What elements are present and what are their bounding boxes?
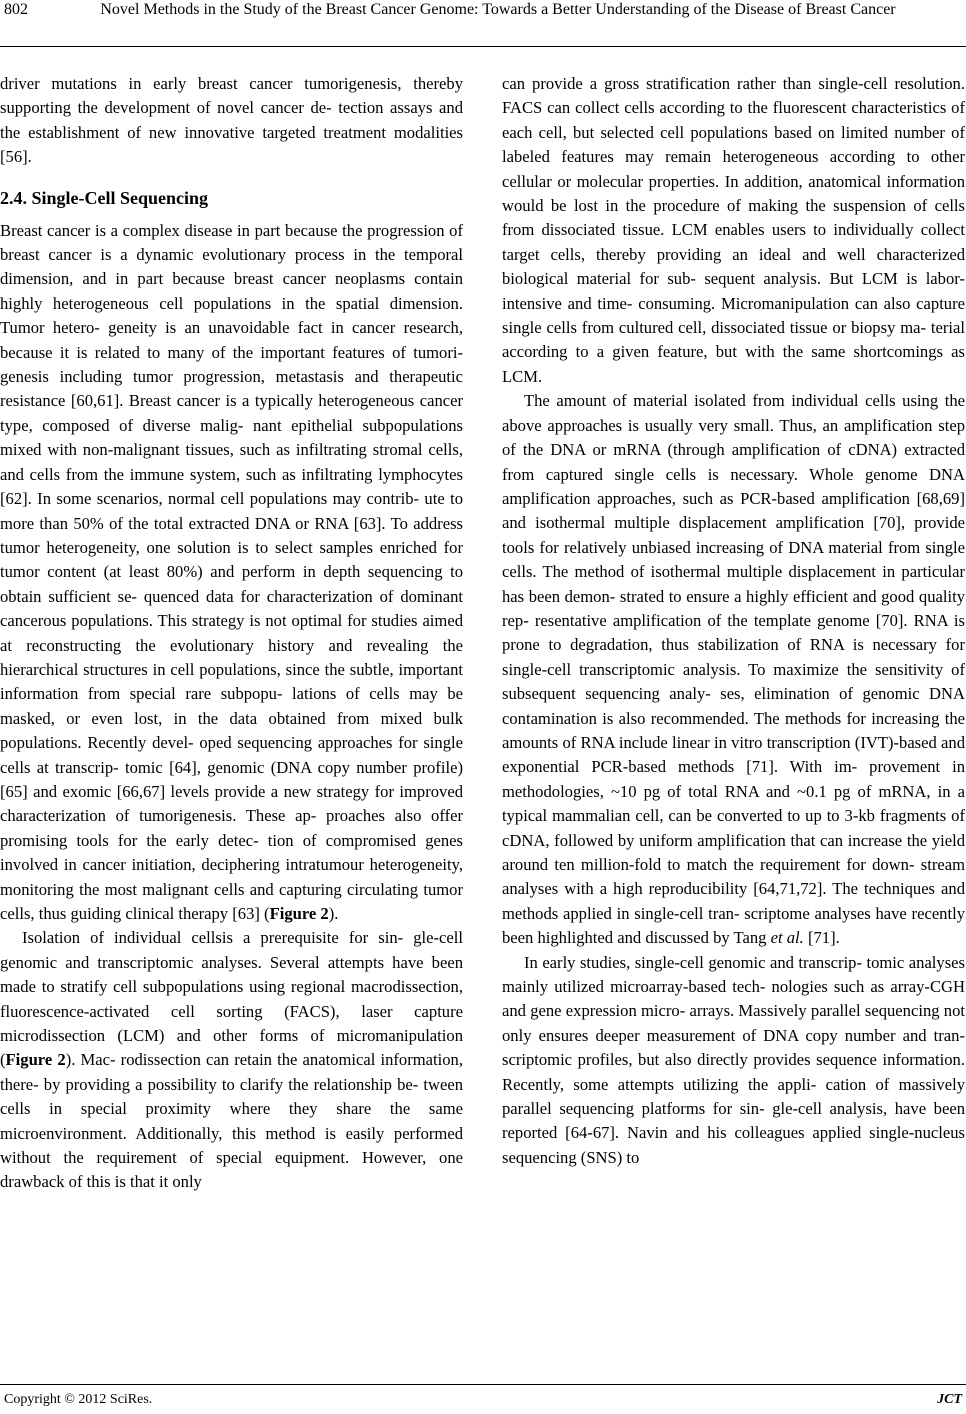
paragraph-tumor-heterogeneity: [0, 219, 463, 927]
paragraph-cell-isolation: [0, 926, 463, 1194]
running-title: Novel Methods in the Study of the Breast Cancer Genome: Towards a Better Understanding of the Disease of Breast Cancer: [100, 1, 896, 18]
paragraph-sequencing: In early studies, single-cell genomic and transcrip- tomic analyses mainly utilized microarray-based tech- nologies such as array-CGH and gene expression micro- arrays. Massively parallel sequencing not only ensures deeper measurement of DNA copy number and tran- scriptomic profiles, but also directly provides sequence information. Recently, some attempts utilizing the appli- cation of massively parallel sequencing platforms for sin- gle-cell analysis, have been reported [64-67]. Navin and his colleagues applied single-nucleus sequencing (SNS) to: [502, 952, 965, 1167]
paragraph-text: ).: [328, 904, 339, 923]
page-header: [0, 0, 966, 44]
paragraph-text: Isolation of individual cellsis a prerequisite for sin- gle-cell genomic and transcriptomic analyses. Several attempts have been made to stratify cell subpopulations using regional macrodissection, fluorescence-activated cell sorting (FACS), laser capture microdissection (LCM) and other forms of micromanipulation (: [0, 928, 463, 1070]
paragraph-text: ). Mac- rodissection can retain the anatomical information, there- by providing a possibility to clarify the relationship be- tween cells in special proximity where they share the same microenvironment. Additionally, this method is easily performed without the requirement of special equipment. However, one drawback of this is that it only: [0, 1050, 463, 1192]
figure-reference: Figure 2: [269, 904, 329, 923]
paragraph-facs-lcm: can provide a gross stratification rather than single-cell resolution. FACS can collect cells according to the fluorescent characteristics of each cell, but selected cell populations based on limited number of labeled features may remain heterogeneous according to other cellular or molecular properties. In addition, anatomical information would be lost in the procedure of making the suspension of cells from dissociated tissue. LCM enables users to individually collect target cells, thereby providing an ideal and well characterized biological material for sub- sequent analysis. But LCM is labor-intensive and time- consuming. Micromanipulation can also capture single cells from cultured cell, dissociated tissue or biopsy ma- terial according to a given feature, but with the same shortcomings as LCM.: [502, 74, 965, 386]
page-number: 802: [4, 1, 28, 18]
journal-abbreviation: JCT: [937, 1392, 962, 1407]
paragraph-intro: driver mutations in early breast cancer tumorigenesis, thereby supporting the development of novel cancer de- tection assays and the establishment of new innovative targeted treatment modalities [56].: [0, 74, 463, 167]
paragraph-amplification: [502, 389, 965, 950]
paragraph-text: [71].: [803, 928, 840, 948]
paragraph-text: The amount of material isolated from individual cells using the above approaches is usually very small. Thus, an amplification step of the DNA or mRNA (through amplification of cDNA) extracted from captured single cells is necessary. Whole genome DNA amplification approaches, such as PCR-based amplification [68,69] and isothermal multiple displacement amplification [70], provide tools for relatively unbiased increasing of DNA material from single cells. The method of isothermal multiple displacement in particular has been demon- strated to ensure a highly efficient and good quality rep- resentative amplification of the template genome [70]. RNA is prone to degradation, thus stabilization of RNA is necessary for single-cell transcriptomic analysis. To maximize the sensitivity of subsequent sequencing analy- ses, elimination of genomic DNA contamination is also recommended. The methods for increasing the amounts of RNA include linear in vitro transcription (IVT)-based and exponential PCR-based methods [71]. With im- provement in methodologies, ~10 pg of total RNA and ~0.1 pg of mRNA, in a typical mammalian cell, can be converted to up to 3-kb fragments of cDNA, followed by uniform amplification that can increase the yield around ten million-fold to match the requirement for down- stream analyses with a high reproducibility [64,71,72]. The techniques and methods applied in single-cell tran- scriptome analyses have recently been highlighted and discussed by Tang: [502, 391, 965, 948]
footer-rule: [0, 1384, 966, 1385]
copyright-notice: Copyright © 2012 SciRes.: [4, 1392, 153, 1407]
figure-reference: Figure 2: [5, 1050, 66, 1070]
left-column: [0, 72, 463, 1195]
paragraph-text: Breast cancer is a complex disease in part because the progression of breast cancer is a dynamic evolutionary process in the temporal dimension, and in part because breast cancer neoplasms contain highly heterogeneous cell populations in the spatial dimension. Tumor hetero- geneity is an unavoidable fact in cancer research, because it is related to many of the important features of tumori- genesis including tumor progression, metastasis and therapeutic resistance [60,61]. Breast cancer is a typically heterogeneous cancer type, composed of diverse malig- nant epithelial subpopulations mixed with non-malignant tissues, such as infiltrating stromal cells, and cells from the immune system, such as infiltrating lymphocytes [62]. In some scenarios, normal cell populations may contrib- ute to more than 50% of the total extracted DNA or RNA [63]. To address tumor heterogeneity, one solution is to select samples enriched for tumor content (at least 80%) and perform in depth sequencing to obtain sufficient se- quenced data for characterization of dominant cancerous populations. This strategy is not optimal for studies aimed at reconstructing the evolutionary history and revealing the hierarchical structures in cell populations, since the subtle, important information from special rare subpopu- lations of cells may be masked, or even lost, in the data obtained from mixed bulk populations. Recently devel- oped sequencing approaches for single cells at transcrip- tomic [64], genomic (DNA copy number profile) [65] and exomic [66,67] levels provide a new strategy for improved characterization of tumorigenesis. These ap- proaches also offer promising tools for the early detec- tion of compromised genes involved in cancer initiation, deciphering intratumour heterogeneity, monitoring the most malignant cells and capturing circulating tumor cells, thus guiding clinical therapy [63] (: [0, 220, 463, 923]
italic-text: et al.: [770, 928, 804, 948]
right-column: [502, 72, 965, 1170]
section-heading: 2.4. Single-Cell Sequencing: [0, 187, 209, 208]
header-rule: [0, 46, 966, 47]
